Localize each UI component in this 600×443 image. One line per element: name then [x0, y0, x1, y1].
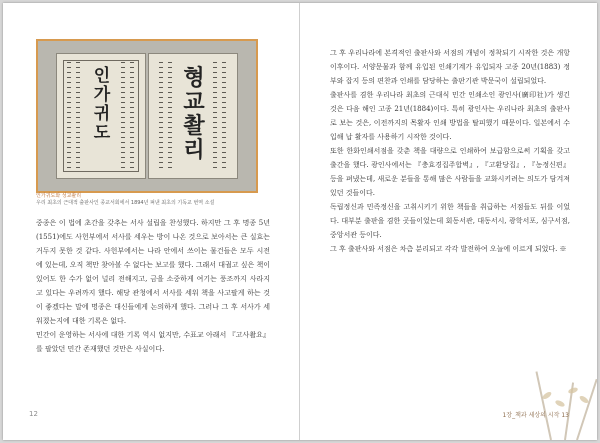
- running-head-page-number: 1장_책과 세상의 시작 13: [502, 412, 569, 419]
- vertical-text-line: [222, 62, 226, 170]
- vertical-text-line: [67, 62, 71, 170]
- figure-caption-subtitle: 우리 최초의 근대적 출판사인 종교서회에서 1894년 펴낸 최초의 기독교 번역 소설: [36, 200, 215, 206]
- title-char: 가: [93, 85, 111, 105]
- grass-decoration: [576, 379, 597, 440]
- figure-caption-title: 인가귀도와 성교촬리: [36, 193, 82, 199]
- vertical-text-line: [213, 62, 217, 170]
- page-number-left: 12: [29, 410, 38, 418]
- left-body-text: 중종은 이 법에 초간을 갖추는 서사 설립을 찬성했다. 하지만 그 후 명종 5년(1551)에도 사헌부에서 서사를 세우는 방이 나온 것으로 보아서는 큰 실효는 거두지 못한 것 같다. 사헌부에서는 나라 안에서 쓰이는 물건들은 모두 시전에 있는데, 오직 책만 찾아볼 수 없다는 보고를 했다. 그래서 대궐고 싶은 책이 있어도 한 수가 없어 널리 전해지고, 금을 소중하게 여기는 풍조까지 사라지고 있다는 우려까지 했다. 해당 관청에서 서사를 세워 책을 사고팔게 하는 것이 좋겠다는 말에 명종은 대신들에게 논의하게 했다. 그러나 그 후 서사가 세워졌는지에 대한 기록은 없다. 민간이 운영하는 서사에 대한 기록 역시 없지만, 수표교 아래서 『고사촬요』를 팔았던 민간 존재했던 것만은 사실이다.: [36, 219, 271, 353]
- title-char: 인: [93, 66, 111, 86]
- book-cover-right: [148, 53, 238, 179]
- vertical-text-line: [168, 62, 172, 170]
- book-left-title: [90, 67, 114, 143]
- left-page: [3, 3, 300, 440]
- title-char: 도: [93, 123, 111, 143]
- leaf-decoration: [567, 386, 578, 394]
- book-photo-figure: [36, 39, 258, 193]
- title-char: 촬: [183, 114, 205, 139]
- title-char: 리: [183, 138, 205, 163]
- book-right-title: [182, 67, 206, 163]
- title-char: 형: [183, 66, 205, 91]
- title-char: 귀: [93, 104, 111, 124]
- leaf-decoration: [554, 399, 565, 408]
- right-body-text: 그 후 우리나라에 본격적인 출판사와 서점의 개념이 정착되기 시작한 것은 개항 이후이다. 서양문물과 함께 유입된 인쇄기계가 유입되자 고종 20년(1883) 정부와 잡지 등의 편찬과 인쇄를 담당하는 출판기관 박문국이 설립되었다. 출판사를 겸한 우리나라 최초의 근대식 민간 인쇄소인 광인사(廣印社)가 생긴 것은 다음 해인 고종 21년(1884)이다. 특히 광인사는 우리나라 최초의 출판사로 보는 것은, 이전까지의 목활자 인쇄 방법을 탈피했기 때문이다. 일본에서 수입해 납 활자를 사용하기 시작한 것이다. 또한 한화인쇄서점을 갖춘 책을 대량으로 인쇄하여 보급함으로써 기획을 갖고 출간을 했다. 광인사에서는 『충효경집주합벽』, 『고환당집』, 『농정신편』 등을 펴냈는데, 새로운 분들을 통해 많은 사람들을 교화시키려는 의도가 담겨져 있던 것들이다. 독립정신과 민족정신을 고취시키기 위한 책들을 취급하는 서점들도 뒤를 이었다. 대부분 출판을 겸한 곳들이었는데 회동서관, 대동서시, 광학서포, 심구서점, 중앙서관 등이다. 그 후 출판사와 서점은 차츰 분리되고 각각 발전하여 오늘에 이르게 되었다. ※: [330, 49, 570, 253]
- vertical-text-line: [130, 62, 134, 170]
- book-cover-left: [56, 53, 146, 179]
- vertical-text-line: [159, 62, 163, 170]
- book-spread: [3, 3, 597, 440]
- grass-decoration: [535, 371, 552, 440]
- vertical-text-line: [121, 62, 125, 170]
- title-char: 교: [183, 90, 205, 115]
- vertical-text-line: [76, 62, 80, 170]
- leaf-decoration: [541, 391, 552, 401]
- right-page: [300, 3, 597, 440]
